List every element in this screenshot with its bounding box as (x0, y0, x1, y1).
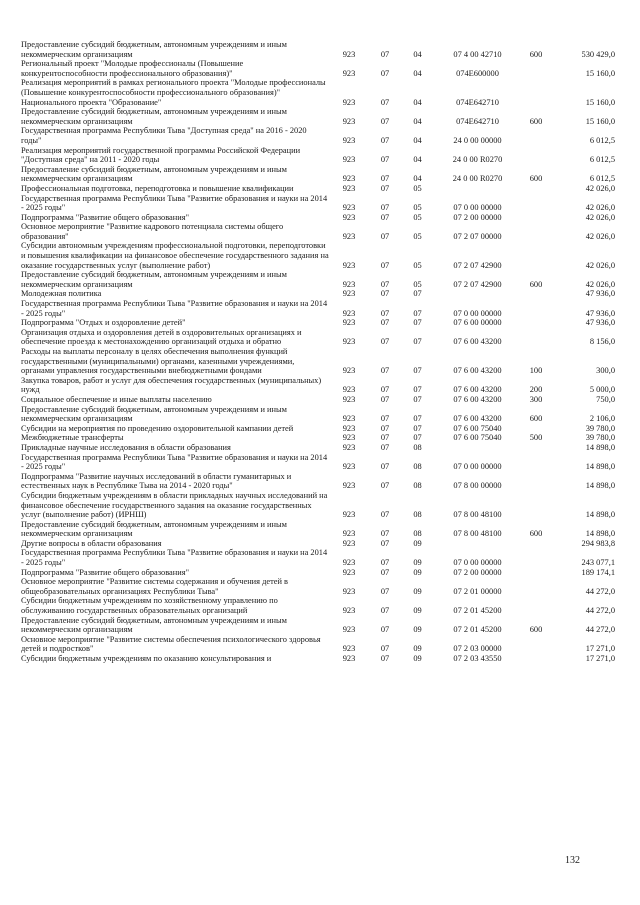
row-sum-cell: 42 026,0 (585, 231, 615, 241)
row-pr-cell: 05 (413, 203, 422, 213)
row-vr-cell (521, 241, 551, 270)
row-ved-cell: 923 (342, 414, 356, 424)
table-row (21, 213, 615, 223)
row-ved-cell: 923 (342, 558, 356, 568)
row-vr-cell (521, 539, 551, 549)
row-rz-cell: 07 (380, 606, 390, 616)
row-rz-cell: 07 (380, 644, 390, 654)
row-rz-cell: 07 (380, 414, 390, 424)
row-sum-cell: 750,0 (596, 394, 615, 404)
row-ved-cell: 923 (342, 394, 356, 404)
row-name-cell: Подпрограмма "Развитие общего образования" (21, 212, 190, 222)
row-name-cell: Организация отдыха и оздоровления детей в оздоровительных организациях и обеспечение проезда к местонахождению организаций отдыха и обратно (21, 327, 302, 347)
row-sum-cell: 300,0 (596, 366, 615, 376)
row-rz-cell: 07 (380, 97, 390, 107)
row-ved-cell: 923 (342, 174, 356, 184)
row-vr-cell: 600 (529, 279, 543, 289)
row-name-cell: Подпрограмма "Развитие научных исследований в области гуманитарных и естественных наук в Республике Тыва на 2014 - 2020 годы" (21, 471, 292, 491)
row-rz-cell: 07 (380, 289, 390, 299)
row-cs-cell: 07 0 00 00000 (453, 203, 502, 213)
row-vr-cell (521, 548, 551, 567)
row-cs-cell: 07 0 00 00000 (453, 308, 502, 318)
row-cs-cell: 07 2 00 00000 (453, 567, 502, 577)
row-name-cell: Молодежная политика (21, 289, 102, 299)
table-row (21, 299, 615, 318)
table-row (21, 289, 615, 299)
row-name-cell: Государственная программа Республики Тыва "Развитие образования и науки на 2014 - 2025 годы" (21, 452, 328, 472)
row-cs-cell: 07 4 00 42710 (453, 49, 502, 59)
row-rz-cell: 07 (380, 654, 390, 663)
row-vr-cell (521, 568, 551, 578)
row-sum-cell: 47 936,0 (585, 308, 615, 318)
row-vr-cell (521, 289, 551, 299)
row-name-cell: Социальное обеспечение и иные выплаты населению (21, 394, 212, 404)
row-pr-cell: 05 (413, 279, 422, 289)
row-pr-cell: 05 (413, 260, 422, 270)
row-pr-cell: 07 (413, 433, 422, 443)
row-cs-cell (434, 539, 521, 549)
row-name-cell: Предоставление субсидий бюджетным, автономным учреждениям и иным некоммерческим организациям (21, 164, 287, 184)
table-row (21, 222, 615, 241)
row-vr-cell: 300 (529, 394, 543, 404)
row-cs-cell (434, 184, 521, 194)
table-row (21, 548, 615, 567)
row-vr-cell (521, 213, 551, 223)
table-row (21, 270, 615, 289)
row-rz-cell: 07 (380, 433, 390, 443)
row-pr-cell: 04 (413, 155, 422, 165)
row-pr-cell: 04 (413, 68, 422, 78)
row-name-cell: Предоставление субсидий бюджетным, автономным учреждениям и иным некоммерческим организациям (21, 615, 287, 635)
row-name-cell: Реализация мероприятий в рамках регионального проекта "Молодые профессионалы (Повышение конкурентоспособности профессионального образования)" Национального проекта "Образование" (21, 78, 326, 107)
row-rz-cell: 07 (380, 183, 390, 193)
row-name-cell: Субсидии бюджетным учреждениям по хозяйственному управлению по обслуживанию государственных образовательных организаций (21, 596, 278, 616)
row-sum-cell: 39 780,0 (585, 433, 615, 443)
row-pr-cell: 07 (413, 394, 422, 404)
row-name-cell: Межбюджетные трансферты (21, 433, 124, 443)
row-vr-cell: 600 (529, 625, 543, 635)
row-rz-cell: 07 (380, 558, 390, 568)
row-rz-cell: 07 (380, 116, 390, 126)
row-pr-cell: 08 (413, 462, 422, 472)
table-row (21, 443, 615, 453)
row-cs-cell: 07 2 01 45200 (453, 606, 502, 616)
row-sum-cell: 530 429,0 (581, 49, 615, 59)
row-name-cell: Основное мероприятие "Развитие системы обеспечения психологического здоровья детей и подростков" (21, 634, 321, 654)
row-vr-cell (521, 453, 551, 472)
row-rz-cell: 07 (380, 423, 390, 433)
row-sum-cell: 14 898,0 (585, 510, 615, 520)
row-rz-cell: 07 (380, 308, 390, 318)
row-sum-cell: 39 780,0 (585, 423, 615, 433)
row-rz-cell: 07 (380, 394, 390, 404)
row-sum-cell: 47 936,0 (585, 289, 615, 299)
row-name-cell: Расходы на выплаты персоналу в целях обеспечения выполнения функций государственными (муниципальными) органами, казенными учреждениями, органами управления государственными внебюджетными фондами (21, 347, 295, 376)
row-pr-cell: 07 (413, 414, 422, 424)
row-ved-cell: 923 (342, 97, 356, 107)
row-name-cell: Субсидии бюджетным учреждениям в области прикладных научных исследований на финансовое обеспечение государственного задания на оказание государственных услуг (выполнение работ) (ИРНШ) (21, 490, 328, 520)
row-ved-cell: 923 (342, 529, 356, 539)
row-rz-cell: 07 (380, 538, 390, 548)
row-sum-cell: 189 174,1 (581, 567, 615, 577)
row-cs-cell: 074E642710 (456, 97, 499, 107)
row-cs-cell: 07 6 00 43200 (453, 414, 502, 424)
row-cs-cell: 07 6 00 00000 (453, 318, 502, 328)
row-pr-cell: 09 (413, 606, 422, 616)
row-cs-cell: 07 0 00 00000 (453, 462, 502, 472)
row-cs-cell: 07 2 00 00000 (453, 212, 502, 222)
row-pr-cell: 04 (413, 49, 422, 59)
row-ved-cell: 923 (342, 231, 356, 241)
row-name-cell: Основное мероприятие "Развитие кадрового потенциала системы общего образования" (21, 222, 284, 241)
row-sum-cell: 6 012,5 (589, 155, 615, 165)
row-sum-cell: 14 898,0 (585, 529, 615, 539)
row-rz-cell: 07 (380, 231, 390, 241)
row-rz-cell: 07 (380, 586, 390, 596)
row-pr-cell: 05 (413, 231, 422, 241)
table-row (21, 596, 615, 615)
row-vr-cell (521, 424, 551, 434)
table-row (21, 453, 615, 472)
page-number: 132 (565, 855, 580, 866)
row-vr-cell (521, 126, 551, 145)
row-name-cell: Подпрограмма "Отдых и оздоровление детей" (21, 318, 186, 328)
row-rz-cell: 07 (380, 203, 390, 213)
table-row (21, 40, 615, 59)
row-pr-cell: 07 (413, 308, 422, 318)
row-cs-cell: 07 6 00 43200 (453, 337, 502, 347)
row-pr-cell: 08 (413, 529, 422, 539)
row-ved-cell: 923 (342, 337, 356, 347)
row-sum-cell: 8 156,0 (589, 337, 615, 347)
table-row (21, 59, 615, 78)
table-row (21, 347, 615, 376)
row-rz-cell: 07 (380, 212, 390, 222)
table-row (21, 635, 615, 654)
table-row (21, 520, 615, 539)
row-vr-cell: 600 (529, 414, 543, 424)
row-pr-cell: 07 (413, 385, 422, 395)
row-rz-cell: 07 (380, 481, 390, 491)
row-pr-cell: 07 (413, 337, 422, 347)
row-sum-cell: 14 898,0 (585, 481, 615, 491)
row-sum-cell: 44 272,0 (585, 586, 615, 596)
row-pr-cell: 09 (413, 625, 422, 635)
row-cs-cell: 074E600000 (456, 68, 499, 78)
row-vr-cell: 600 (529, 174, 543, 184)
row-rz-cell: 07 (380, 68, 390, 78)
row-pr-cell: 08 (413, 481, 422, 491)
row-rz-cell: 07 (380, 567, 390, 577)
table-row (21, 472, 615, 491)
row-cs-cell: 07 8 00 00000 (453, 481, 502, 491)
row-vr-cell: 200 (529, 385, 543, 395)
row-name-cell: Другие вопросы в области образования (21, 538, 162, 548)
row-ved-cell: 923 (342, 625, 356, 635)
row-name-cell: Предоставление субсидий бюджетным, автономным учреждениям и иным некоммерческим организациям (21, 40, 287, 59)
table-row (21, 616, 615, 635)
row-sum-cell: 42 026,0 (585, 203, 615, 213)
table-row (21, 184, 615, 194)
row-rz-cell: 07 (380, 462, 390, 472)
row-sum-cell: 42 026,0 (585, 260, 615, 270)
row-cs-cell: 07 2 03 00000 (453, 644, 502, 654)
row-sum-cell: 17 271,0 (585, 654, 615, 663)
row-name-cell: Предоставление субсидий бюджетным, автономным учреждениям и иным некоммерческим организациям (21, 519, 287, 539)
row-rz-cell: 07 (380, 135, 390, 145)
row-sum-cell: 15 160,0 (585, 68, 615, 78)
row-vr-cell (521, 596, 551, 615)
row-pr-cell: 09 (413, 654, 422, 663)
table-row (21, 318, 615, 328)
row-name-cell: Субсидии на мероприятия по проведению оздоровительной кампании детей (21, 423, 294, 433)
row-rz-cell: 07 (380, 260, 390, 270)
table-row (21, 328, 615, 347)
row-pr-cell: 05 (413, 212, 422, 222)
row-ved-cell: 923 (342, 586, 356, 596)
row-cs-cell: 07 8 00 48100 (453, 510, 502, 520)
row-pr-cell: 04 (413, 174, 422, 184)
table-row (21, 424, 615, 434)
row-ved-cell: 923 (342, 606, 356, 616)
row-sum-cell: 15 160,0 (585, 116, 615, 126)
row-rz-cell: 07 (380, 337, 390, 347)
row-vr-cell (521, 78, 551, 107)
row-sum-cell: 14 898,0 (585, 442, 615, 452)
row-pr-cell: 07 (413, 423, 422, 433)
row-cs-cell: 07 2 07 42900 (453, 260, 502, 270)
row-vr-cell (521, 299, 551, 318)
row-cs-cell: 07 2 03 43550 (453, 654, 502, 663)
row-vr-cell (521, 635, 551, 654)
row-vr-cell (521, 146, 551, 165)
row-sum-cell: 14 898,0 (585, 462, 615, 472)
row-name-cell: Субсидии автономным учреждениям профессиональной подготовки, переподготовки и повышения квалификации на финансовое обеспечение государственного задания на оказание государственных услуг (выполнение работ) (21, 241, 329, 270)
row-rz-cell: 07 (380, 155, 390, 165)
row-rz-cell: 07 (380, 318, 390, 328)
row-cs-cell: 24 0 00 R0270 (452, 174, 503, 184)
row-ved-cell: 923 (342, 567, 356, 577)
row-name-cell: Государственная программа Республики Тыва "Развитие образования и науки на 2014 - 2025 годы" (21, 193, 328, 213)
table-row (21, 165, 615, 184)
row-cs-cell: 07 2 01 00000 (453, 586, 502, 596)
row-vr-cell (521, 222, 551, 241)
row-name-cell: Региональный проект "Молодые профессионалы (Повышение конкурентоспособности профессионального образования)" (21, 59, 244, 78)
row-vr-cell (521, 472, 551, 491)
row-name-cell: Государственная программа Республики Тыва "Развитие образования и науки на 2014 - 2025 годы" (21, 299, 328, 318)
row-pr-cell: 04 (413, 116, 422, 126)
row-vr-cell (521, 194, 551, 213)
table-row (21, 491, 615, 520)
row-ved-cell: 923 (342, 442, 356, 452)
row-cs-cell: 07 6 00 75040 (453, 423, 502, 433)
budget-table (21, 40, 615, 664)
table-row (21, 568, 615, 578)
row-ved-cell: 923 (342, 135, 356, 145)
row-cs-cell: 07 6 00 43200 (453, 366, 502, 376)
row-cs-cell: 07 8 00 48100 (453, 529, 502, 539)
row-ved-cell: 923 (342, 183, 356, 193)
row-ved-cell: 923 (342, 433, 356, 443)
row-ved-cell: 923 (342, 318, 356, 328)
row-ved-cell: 923 (342, 510, 356, 520)
table-row (21, 654, 615, 664)
row-name-cell: Прикладные научные исследования в области образования (21, 442, 231, 452)
table-row (21, 146, 615, 165)
row-rz-cell: 07 (380, 625, 390, 635)
table-row (21, 539, 615, 549)
table-row (21, 241, 615, 270)
table-row (21, 376, 615, 395)
row-cs-cell: 24 0 00 R0270 (452, 155, 503, 165)
row-ved-cell: 923 (342, 289, 356, 299)
row-vr-cell: 100 (529, 366, 543, 376)
row-vr-cell (521, 59, 551, 78)
table-row (21, 78, 615, 107)
row-name-cell: Предоставление субсидий бюджетным, автономным учреждениям и иным некоммерческим организациям (21, 107, 287, 126)
row-pr-cell: 04 (413, 135, 422, 145)
row-ved-cell: 923 (342, 481, 356, 491)
table-row (21, 405, 615, 424)
table-row (21, 577, 615, 596)
row-name-cell: Субсидии бюджетным учреждениям по оказанию консультирования и (21, 654, 272, 663)
row-name-cell: Предоставление субсидий бюджетным, автономным учреждениям и иным некоммерческим организациям (21, 404, 287, 424)
row-pr-cell: 09 (413, 558, 422, 568)
row-rz-cell: 07 (380, 510, 390, 520)
row-sum-cell: 42 026,0 (585, 183, 615, 193)
row-ved-cell: 923 (342, 212, 356, 222)
row-pr-cell: 07 (413, 366, 422, 376)
row-ved-cell: 923 (342, 260, 356, 270)
row-cs-cell: 074E642710 (456, 116, 499, 126)
row-rz-cell: 07 (380, 279, 390, 289)
row-vr-cell: 600 (529, 116, 543, 126)
row-sum-cell: 6 012,5 (589, 174, 615, 184)
row-vr-cell: 500 (529, 433, 543, 443)
row-pr-cell: 05 (413, 183, 422, 193)
row-ved-cell: 923 (342, 308, 356, 318)
row-cs-cell: 07 6 00 43200 (453, 394, 502, 404)
row-sum-cell: 243 077,1 (581, 558, 615, 568)
row-ved-cell: 923 (342, 654, 356, 663)
row-name-cell: Государственная программа Республики Тыва "Развитие образования и науки на 2014 - 2025 годы" (21, 548, 328, 568)
row-sum-cell: 47 936,0 (585, 318, 615, 328)
table-row (21, 395, 615, 405)
row-sum-cell: 17 271,0 (585, 644, 615, 654)
row-name-cell: Предоставление субсидий бюджетным, автономным учреждениям и иным некоммерческим организациям (21, 270, 287, 289)
row-name-cell: Профессиональная подготовка, переподготовка и повышение квалификации (21, 183, 294, 193)
row-ved-cell: 923 (342, 366, 356, 376)
table-row (21, 107, 615, 126)
row-vr-cell: 600 (529, 529, 543, 539)
row-cs-cell: 07 0 00 00000 (453, 558, 502, 568)
row-sum-cell: 6 012,5 (589, 135, 615, 145)
table-row (21, 433, 615, 443)
row-vr-cell (521, 443, 551, 453)
row-sum-cell: 44 272,0 (585, 606, 615, 616)
row-ved-cell: 923 (342, 203, 356, 213)
budget-table-body (21, 40, 615, 664)
row-vr-cell (521, 577, 551, 596)
table-row (21, 194, 615, 213)
row-name-cell: Закупка товаров, работ и услуг для обеспечения государственных (муниципальных) нужд (21, 375, 322, 395)
row-cs-cell: 24 0 00 00000 (453, 135, 502, 145)
row-rz-cell: 07 (380, 442, 390, 452)
row-cs-cell: 07 6 00 43200 (453, 385, 502, 395)
row-sum-cell: 15 160,0 (585, 97, 615, 107)
row-sum-cell: 2 106,0 (589, 414, 615, 424)
row-pr-cell: 08 (413, 442, 422, 452)
row-pr-cell: 04 (413, 97, 422, 107)
row-sum-cell: 5 000,0 (589, 385, 615, 395)
row-rz-cell: 07 (380, 49, 390, 59)
row-name-cell: Основное мероприятие "Развитие системы содержания и обучения детей в общеобразовательных организациях Республики Тыва" (21, 577, 288, 596)
row-rz-cell: 07 (380, 366, 390, 376)
row-pr-cell: 09 (413, 586, 422, 596)
row-rz-cell: 07 (380, 174, 390, 184)
row-pr-cell: 09 (413, 567, 422, 577)
row-cs-cell: 07 2 07 00000 (453, 231, 502, 241)
row-rz-cell: 07 (380, 385, 390, 395)
row-sum-cell: 42 026,0 (585, 279, 615, 289)
row-cs-cell (434, 443, 521, 453)
row-sum-cell: 42 026,0 (585, 212, 615, 222)
row-ved-cell: 923 (342, 462, 356, 472)
row-ved-cell: 923 (342, 49, 356, 59)
row-sum-cell: 44 272,0 (585, 625, 615, 635)
row-name-cell: Государственная программа Республики Тыва "Доступная среда" на 2016 - 2020 годы" (21, 126, 307, 145)
row-vr-cell (521, 328, 551, 347)
row-pr-cell: 08 (413, 510, 422, 520)
row-sum-cell: 294 983,8 (581, 538, 615, 548)
row-ved-cell: 923 (342, 68, 356, 78)
row-pr-cell: 07 (413, 318, 422, 328)
row-ved-cell: 923 (342, 385, 356, 395)
row-vr-cell (521, 318, 551, 328)
row-ved-cell: 923 (342, 423, 356, 433)
row-name-cell: Подпрограмма "Развитие общего образования" (21, 567, 190, 577)
row-name-cell: Реализация мероприятий государственной программы Российской Федерации "Доступная среда" на 2011 - 2020 годы (21, 145, 301, 165)
row-ved-cell: 923 (342, 538, 356, 548)
row-ved-cell: 923 (342, 279, 356, 289)
row-cs-cell: 07 6 00 75040 (453, 433, 502, 443)
row-vr-cell: 600 (529, 49, 543, 59)
row-pr-cell: 09 (413, 538, 422, 548)
row-vr-cell (521, 184, 551, 194)
row-cs-cell (434, 289, 521, 299)
row-ved-cell: 923 (342, 644, 356, 654)
row-ved-cell: 923 (342, 155, 356, 165)
row-pr-cell: 09 (413, 644, 422, 654)
table-row (21, 126, 615, 145)
row-cs-cell: 07 2 01 45200 (453, 625, 502, 635)
row-ved-cell: 923 (342, 116, 356, 126)
row-rz-cell: 07 (380, 529, 390, 539)
row-pr-cell: 07 (413, 289, 422, 299)
row-vr-cell (521, 491, 551, 520)
row-vr-cell (521, 654, 551, 664)
row-cs-cell: 07 2 07 42900 (453, 279, 502, 289)
